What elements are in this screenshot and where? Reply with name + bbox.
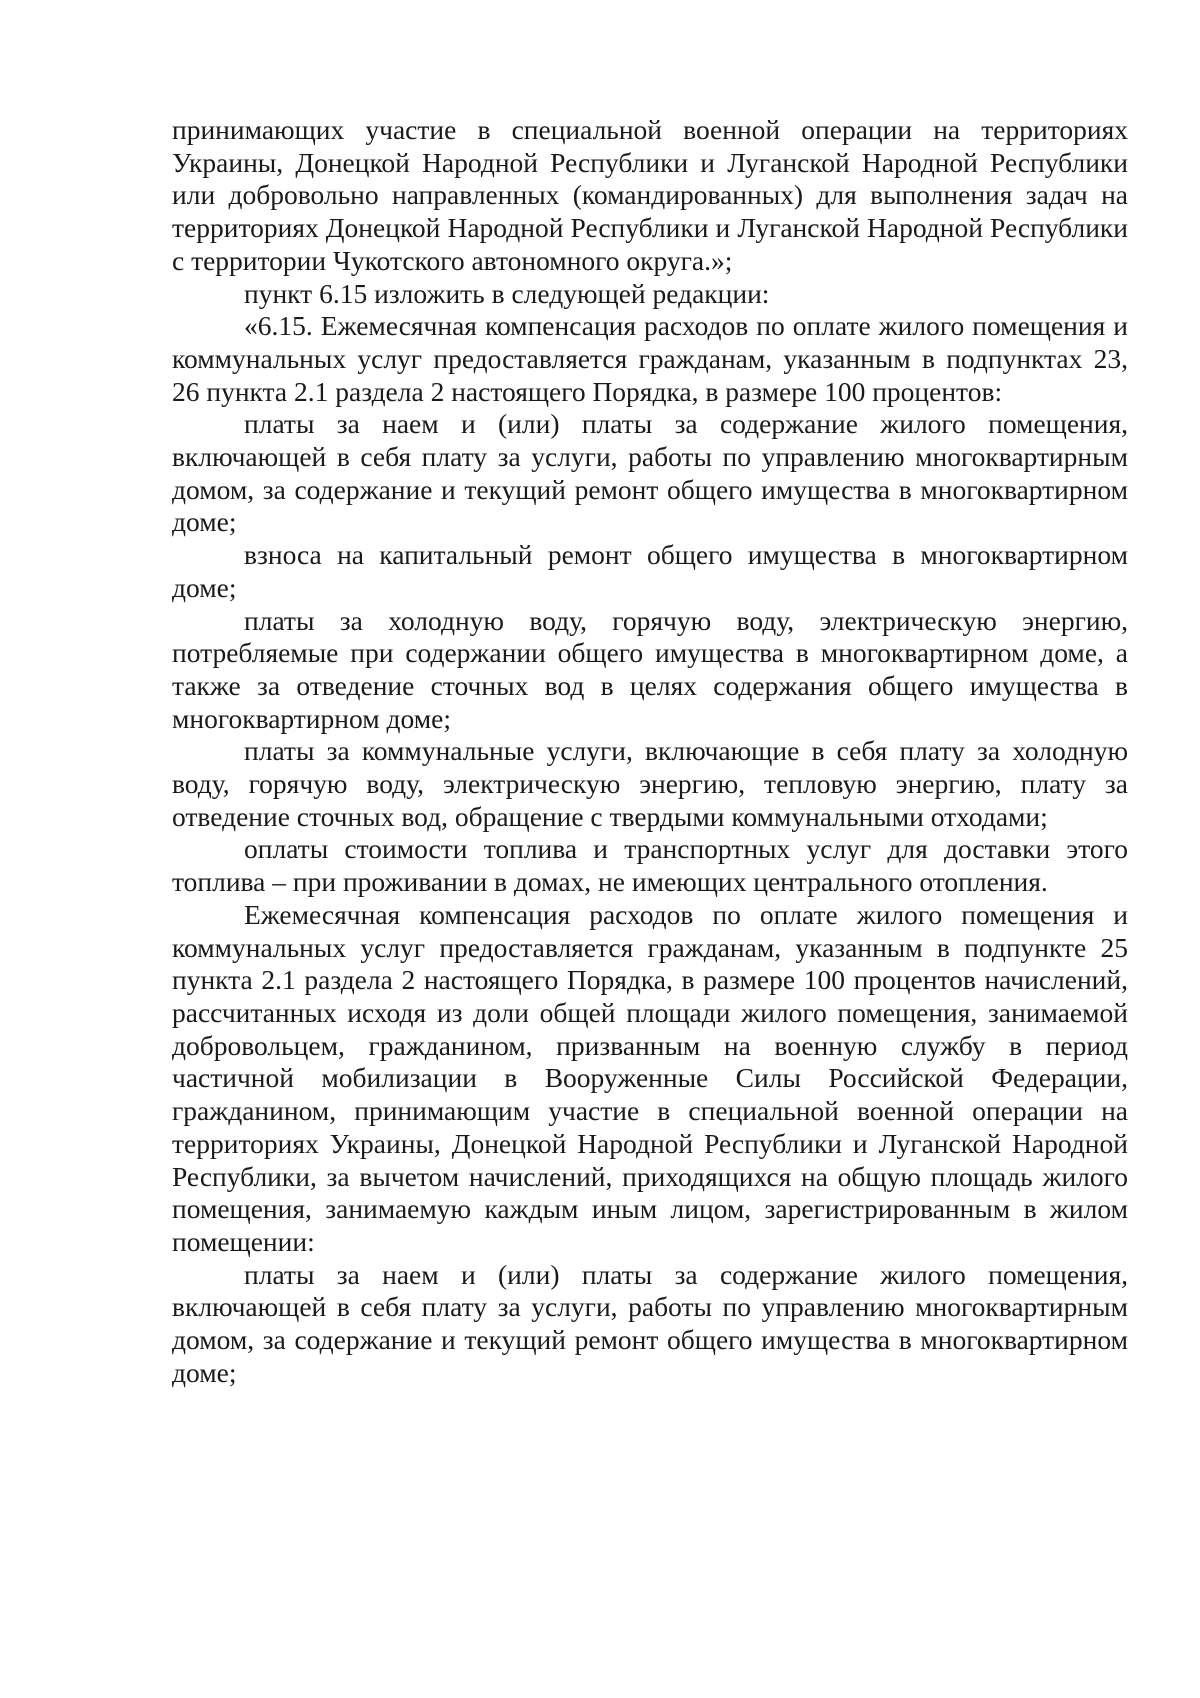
paragraph-clause-6-15: «6.15. Ежемесячная компенсация расходов по оплате жилого помещения и коммунальных услуг предоставляется гражданам, указанным в подпунктах 23, 26 пункта 2.1 раздела 2 настоящего Порядка, в размере 100 процентов: (172, 310, 1128, 407)
paragraph-continuation: принимающих участие в специальной военной операции на территориях Украины, Донецкой Народной Республики и Луганской Народной Республики или добровольно направленных (командированных) для выполнения задач на территориях Донецкой Народной Республики и Луганской Народной Республики с территории Чукотского автономного округа.»; (172, 114, 1128, 276)
document-body (172, 114, 1128, 1389)
paragraph-compensation-volunteers: Ежемесячная компенсация расходов по оплате жилого помещения и коммунальных услуг предоставляется гражданам, указанным в подпункте 25 пункта 2.1 раздела 2 настоящего Порядка, в размере 100 процентов начислений, рассчитанных исходя из доли общей площади жилого помещения, занимаемой добровольцем, гражданином, призванным на военную службу в период частичной мобилизации в Вооруженные Силы Российской Федерации, гражданином, принимающим участие в специальной военной операции на территориях Украины, Донецкой Народной Республики и Луганской Народной Республики, за вычетом начислений, приходящихся на общую площадь жилого помещения, занимаемую каждым иным лицом, зарегистрированным в жилом помещении: (172, 898, 1128, 1257)
paragraph-list-item: платы за наем и (или) платы за содержание жилого помещения, включающей в себя плату за услуги, работы по управлению многоквартирным домом, за содержание и текущий ремонт общего имущества в многоквартирном доме; (172, 408, 1128, 538)
paragraph-list-item: платы за наем и (или) платы за содержание жилого помещения, включающей в себя плату за услуги, работы по управлению многоквартирным домом, за содержание и текущий ремонт общего имущества в многоквартирном доме; (172, 1258, 1128, 1388)
paragraph-list-item: взноса на капитальный ремонт общего имущества в многоквартирном доме; (172, 539, 1128, 603)
paragraph-amendment-instruction: пункт 6.15 изложить в следующей редакции: (244, 277, 770, 309)
paragraph-list-item: платы за коммунальные услуги, включающие в себя плату за холодную воду, горячую воду, электрическую энергию, тепловую энергию, плату за отведение сточных вод, обращение с твердыми коммунальными отходами; (172, 735, 1128, 832)
paragraph-list-item: платы за холодную воду, горячую воду, электрическую энергию, потребляемые при содержании общего имущества в многоквартирном доме, а также за отведение сточных вод в целях содержания общего имущества в многоквартирном доме; (172, 604, 1128, 734)
paragraph-list-item: оплаты стоимости топлива и транспортных услуг для доставки этого топлива – при проживании в домах, не имеющих центрального отопления. (172, 833, 1128, 898)
